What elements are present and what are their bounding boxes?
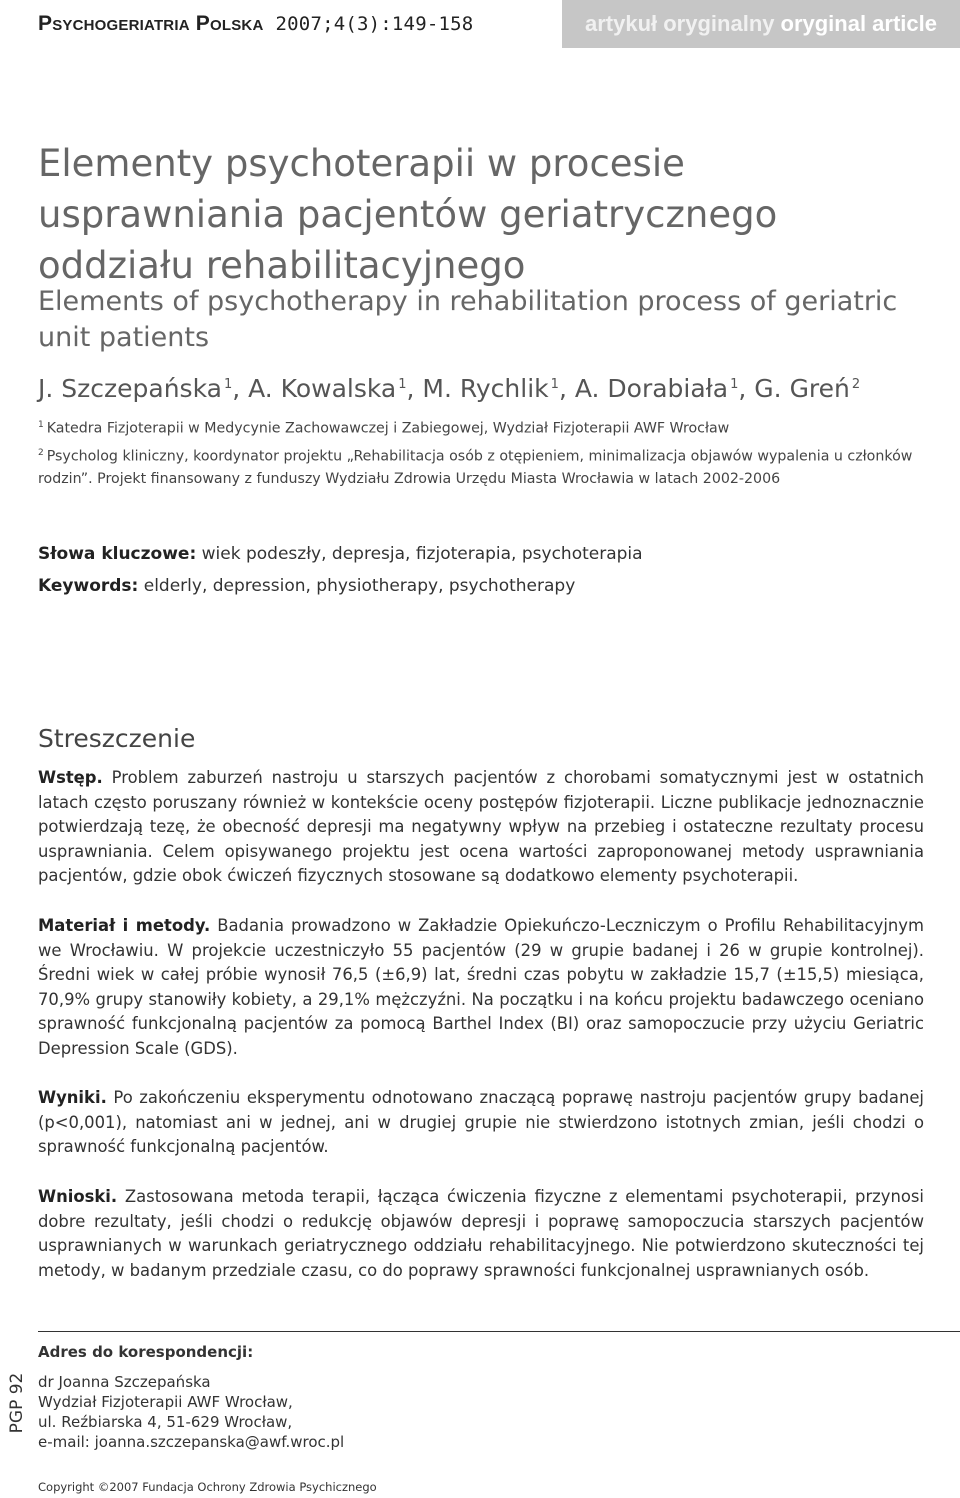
- correspondence-line: dr Joanna Szczepańska: [38, 1373, 211, 1391]
- author-name: J. Szczepańska: [38, 374, 222, 403]
- author-affiliation-mark: 1: [550, 376, 559, 392]
- abstract-section-methods: [38, 914, 924, 1061]
- title-english: Elements of psychotherapy in rehabilitation process of geriatric unit patients: [38, 286, 898, 353]
- keywords-pl-text: wiek podeszły, depresja, fizjoterapia, psychoterapia: [201, 544, 643, 564]
- correspondence-email: e-mail: joanna.szczepanska@awf.wroc.pl: [38, 1433, 345, 1451]
- keywords-en-text: elderly, depression, physiotherapy, psychotherapy: [143, 576, 576, 596]
- correspondence-block: [38, 1342, 638, 1452]
- journal-name: Psychogeriatria Polska: [38, 12, 264, 35]
- article-type-pl: artykuł oryginalny: [584, 11, 775, 36]
- author-name: G. Greń: [754, 374, 850, 403]
- keywords-en-label: Keywords:: [38, 576, 139, 596]
- section-text: Po zakończeniu eksperymentu odnotowano znaczącą poprawę nastroju pacjentów grupy badanej (p<0,001), natomiast ani w jednej, ani w drugiej grupie nie stwierdzono istotnych zmian, jeśli chodzi o sprawność funkcjonalną pacjentów.: [38, 1088, 924, 1156]
- correspondence-line: ul. Reźbiarska 4, 51-629 Wrocław,: [38, 1413, 293, 1431]
- page-side-label: PGP 92: [7, 1372, 27, 1434]
- keywords-english: [38, 576, 938, 596]
- author-affiliation-mark: 2: [851, 376, 861, 392]
- section-text: Problem zaburzeń nastroju u starszych pacjentów z chorobami somatycznymi jest w ostatnich latach często poruszany również w kontekście oceny postępów fizjoterapii. Liczne publikacje jednoznacznie potwierdzają tezę, że obecność depresji ma negatywny wpływ na przebieg i ostateczne rezultaty procesu usprawniania. Celem opisywanego projektu jest ocena wartości zaproponowanej metody usprawniania pacjentów, gdzie obok ćwiczeń fizycznych stosowane są dodatkowo elementy psychoterapii.: [38, 768, 925, 885]
- affiliation-2: [38, 442, 938, 490]
- abstract-heading: Streszczenie: [38, 724, 196, 753]
- authors-list: J. Szczepańska $^1$, A. Kowalska $^1$, M. Rychlik $^1$, A. Dorabiała $^1$, G. Greń $^2$: [38, 374, 861, 403]
- journal-citation: 2007;4(3):149-158: [275, 13, 474, 35]
- section-label: Wnioski.: [38, 1187, 118, 1206]
- section-label: Wyniki.: [38, 1088, 107, 1107]
- abstract-section-introduction: [38, 766, 924, 889]
- keywords-polish: [38, 544, 938, 564]
- author-affiliation-mark: 1: [398, 376, 407, 392]
- author-name: M. Rychlik: [422, 374, 549, 403]
- copyright-notice: Copyright ©2007 Fundacja Ochrony Zdrowia Psychicznego: [38, 1480, 377, 1494]
- article-type-en: oryginal article: [780, 11, 938, 36]
- author-name: A. Kowalska: [248, 374, 397, 403]
- abstract-section-conclusions: [38, 1185, 924, 1283]
- author-name: A. Dorabiała: [574, 374, 729, 403]
- author-affiliation-mark: 1: [223, 376, 233, 392]
- title-polish: Elementy psychoterapii w procesie usprawniania pacjentów geriatrycznego oddziału rehabilitacyjnego: [38, 142, 778, 287]
- section-label: Wstęp.: [38, 768, 103, 787]
- author-affiliation-mark: 1: [730, 376, 739, 392]
- footer-divider: [38, 1331, 960, 1332]
- section-text: Zastosowana metoda terapii, łącząca ćwiczenia fizyczne z elementami psychoterapii, przynosi dobre rezultaty, jeśli chodzi o redukcję objawów depresji i poprawę samopoczucia starszych pacjentów usprawnianych w warunkach geriatrycznego oddziału rehabilitacyjnego. Nie potwierdzono skuteczności tej metody, w badanym przedziale czasu, co do poprawy sprawności funkcjonalnej usprawnianych osób.: [38, 1187, 924, 1280]
- abstract-section-results: [38, 1086, 924, 1160]
- section-label: Materiał i metody.: [38, 916, 211, 935]
- affiliation-number: 1: [38, 420, 44, 430]
- affiliation-number: 2: [38, 448, 44, 458]
- correspondence-heading: Adres do korespondencji:: [38, 1343, 254, 1361]
- affiliation-text: Katedra Fizjoterapii w Medycynie Zachowawczej i Zabiegowej, Wydział Fizjoterapii AWF Wrocław: [46, 420, 730, 437]
- affiliation-text: Psycholog kliniczny, koordynator projektu „Rehabilitacja osób z otępieniem, minimalizacja objawów wypalenia u członków rodzin”. Projekt finansowany z funduszy Wydziału Zdrowia Urzędu Miasta Wrocławia w latach 2002-2006: [38, 448, 913, 487]
- article-type-badge: [562, 0, 960, 48]
- keywords-pl-label: Słowa kluczowe:: [38, 544, 197, 564]
- correspondence-line: Wydział Fizjoterapii AWF Wrocław,: [38, 1393, 293, 1411]
- section-text: Badania prowadzono w Zakładzie Opiekuńczo-Leczniczym o Profilu Rehabilitacyjnym we Wrocławiu. W projekcie uczestniczyło 55 pacjentów (29 w grupie badanej i 26 w grupie kontrolnej). Średni wiek w całej próbie wynosił 76,5 (±6,9) lat, średni czas pobytu w zakładzie 15,7 (±15,5) miesiąca, 70,9% grupy stanowiły kobiety, a 29,1% mężczyźni. Na początku i na końcu projektu badawczego oceniano sprawność funkcjonalną pacjentów za pomocą Barthel Index (BI) oraz samopoczucie przy użyciu Geriatric Depression Scale (GDS).: [38, 916, 924, 1058]
- affiliation-1: [38, 414, 938, 440]
- journal-header: [38, 12, 473, 36]
